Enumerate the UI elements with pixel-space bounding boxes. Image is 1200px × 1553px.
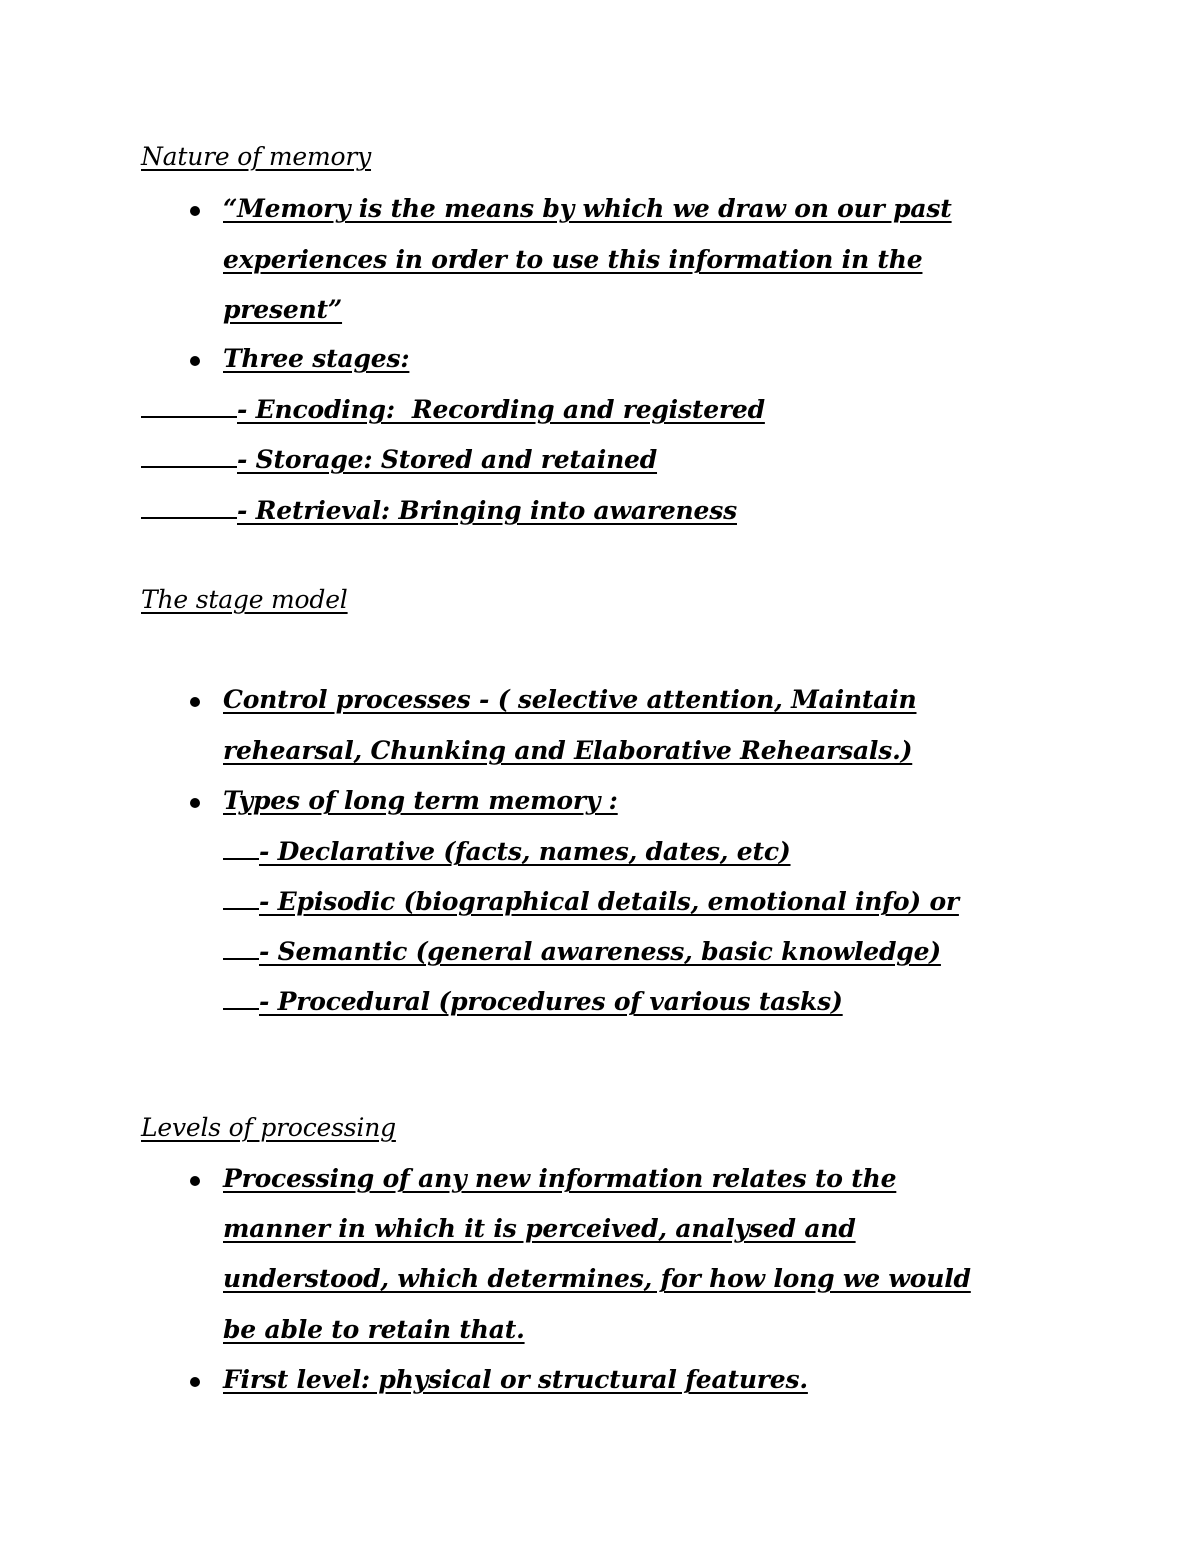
ltm-type-declarative (223, 837, 791, 867)
indent-underline (141, 416, 237, 418)
ltm-types-label: Types of long term memory : (223, 786, 618, 815)
memory-definition-line-3: present” (223, 295, 343, 324)
stage-item-encoding-text: - Encoding: Recording and registered (237, 395, 765, 424)
stage-item-storage (141, 445, 657, 475)
indent-underline (141, 517, 237, 519)
ltm-type-episodic (223, 887, 959, 917)
ltm-type-procedural (223, 987, 843, 1017)
ltm-type-procedural-text: - Procedural (procedures of various tasks) (259, 987, 843, 1016)
bullet-icon (190, 206, 200, 216)
section-heading-levels-of-processing: Levels of processing (141, 1113, 396, 1142)
processing-line-2: manner in which it is perceived, analysed and (223, 1214, 856, 1243)
indent-underline (223, 908, 259, 910)
stage-item-encoding (141, 395, 765, 425)
processing-line-3: understood, which determines, for how long we would (223, 1264, 971, 1293)
bullet-icon (190, 697, 200, 707)
first-level-line: First level: physical or structural features. (223, 1365, 808, 1394)
section-heading-nature-of-memory: Nature of memory (141, 142, 372, 171)
bullet-icon (190, 356, 200, 366)
memory-definition-line-1: “Memory is the means by which we draw on our past (223, 194, 952, 223)
control-processes-line-1: Control processes - ( selective attention, Maintain (223, 685, 917, 714)
ltm-type-semantic (223, 937, 941, 967)
ltm-type-semantic-text: - Semantic (general awareness, basic knowledge) (259, 937, 941, 966)
indent-underline (223, 958, 259, 960)
stage-item-retrieval (141, 496, 737, 526)
stage-item-retrieval-text: - Retrieval: Bringing into awareness (237, 496, 737, 525)
control-processes-line-2: rehearsal, Chunking and Elaborative Rehearsals.) (223, 736, 913, 765)
bullet-icon (190, 1377, 200, 1387)
section-heading-stage-model: The stage model (141, 585, 348, 614)
ltm-type-declarative-text: - Declarative (facts, names, dates, etc) (259, 837, 791, 866)
processing-line-1: Processing of any new information relates to the (223, 1164, 897, 1193)
bullet-icon (190, 798, 200, 808)
ltm-type-episodic-text: - Episodic (biographical details, emotional info) or (259, 887, 959, 916)
memory-definition-line-2: experiences in order to use this information in the (223, 245, 923, 274)
indent-underline (223, 1008, 259, 1010)
bullet-icon (190, 1176, 200, 1186)
three-stages-label: Three stages: (223, 344, 410, 373)
indent-underline (141, 466, 237, 468)
stage-item-storage-text: - Storage: Stored and retained (237, 445, 658, 474)
processing-line-4: be able to retain that. (223, 1315, 525, 1344)
indent-underline (223, 858, 259, 860)
